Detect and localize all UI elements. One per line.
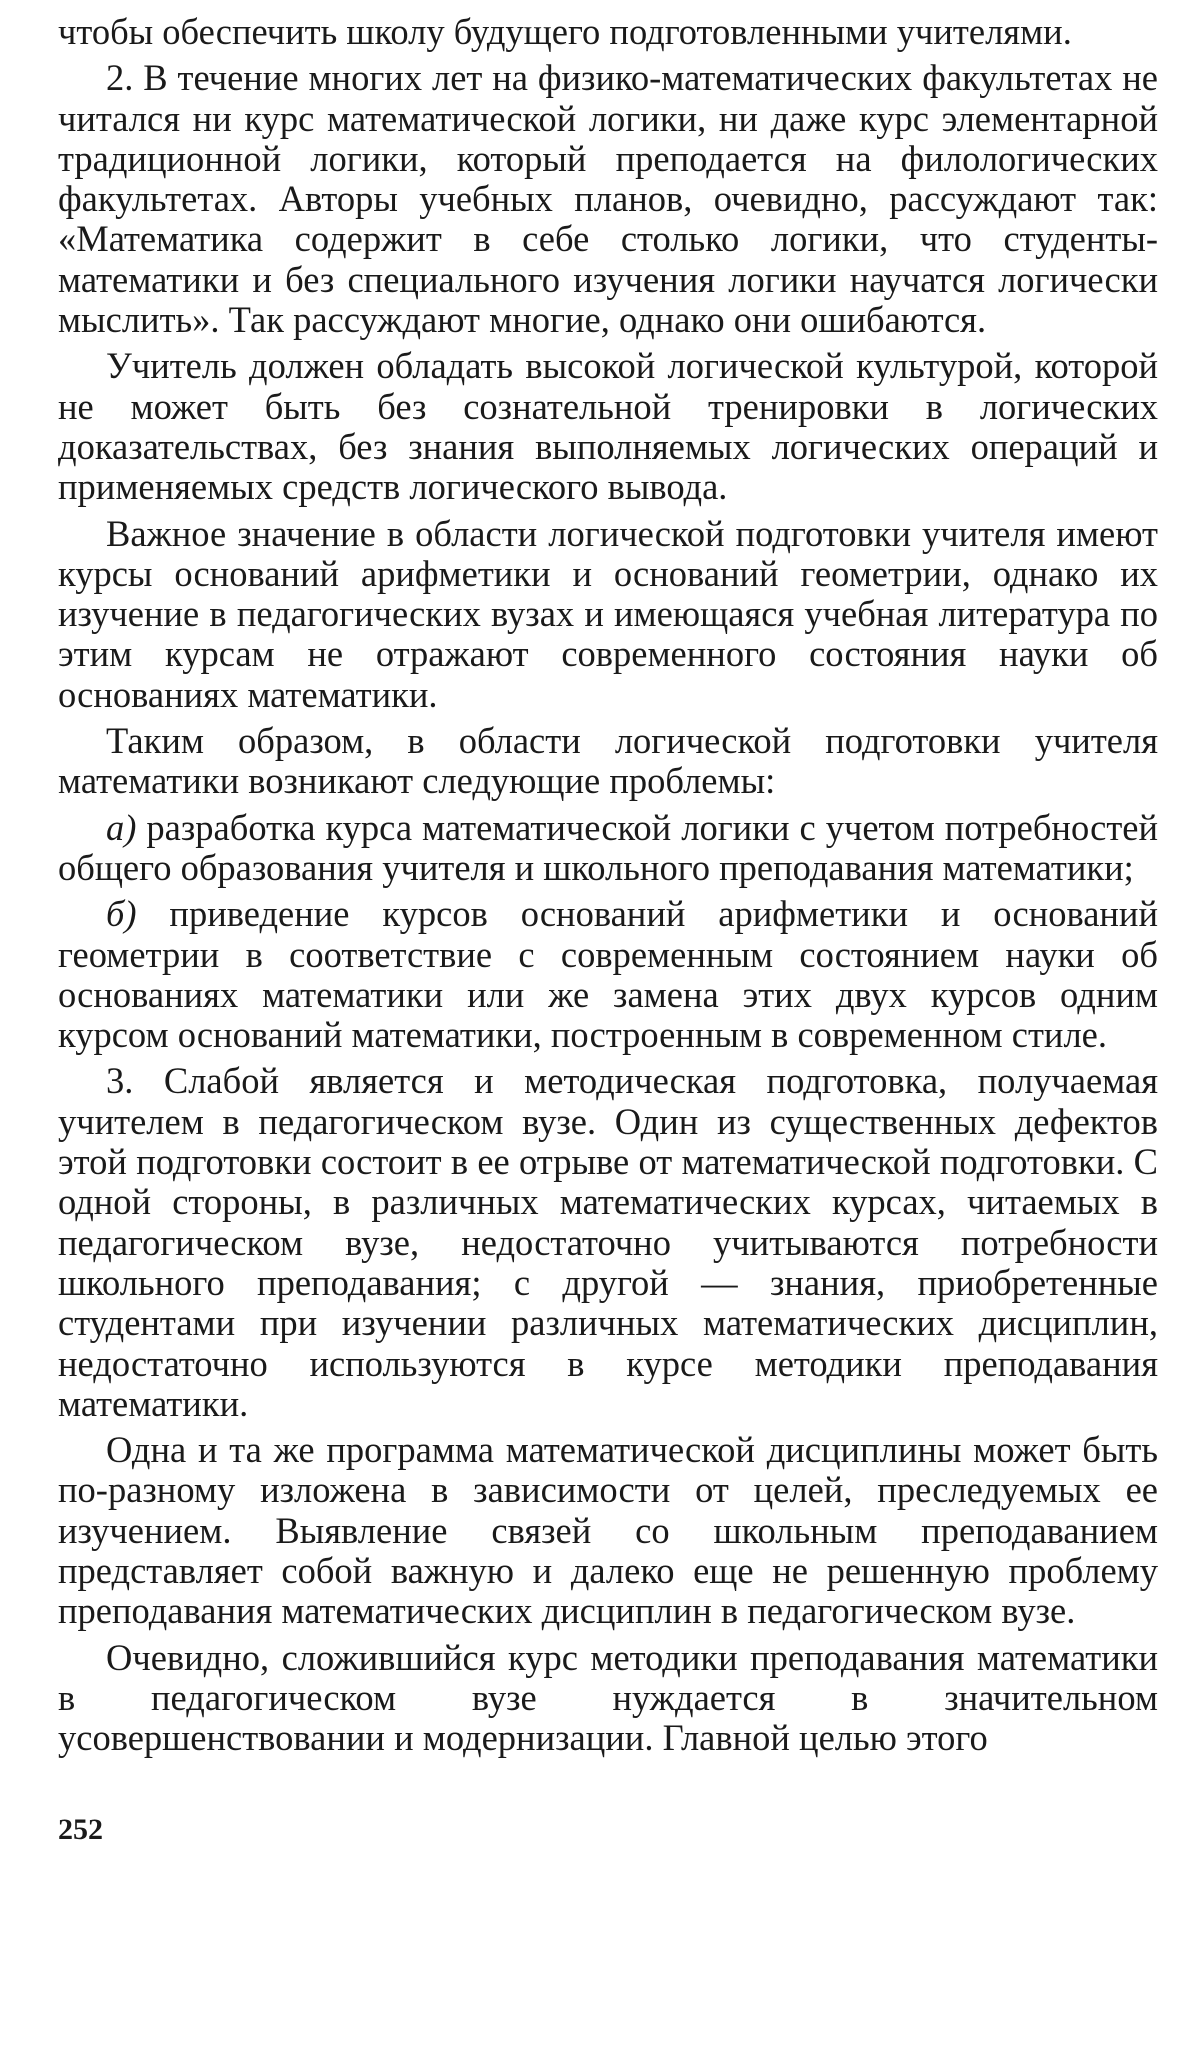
list-item-b	[58, 894, 1158, 1055]
list-marker: а)	[106, 806, 137, 848]
list-item-a	[58, 808, 1158, 889]
paragraph-1	[58, 12, 1158, 52]
paragraph-4	[58, 514, 1158, 715]
paragraph-9	[58, 1430, 1158, 1631]
paragraph-text: Важное значение в области логической подготовки учителя имеют курсы оснований арифметики и оснований геометрии, однако их изучение в педагогических вузах и имеющаяся учебная литература по этим курсам не отражают современного состояния науки об основаниях математики.	[58, 512, 1158, 715]
list-marker: б)	[106, 893, 137, 935]
paragraph-2	[58, 58, 1158, 340]
paragraph-10	[58, 1638, 1158, 1759]
paragraph-text: 3. Слабой является и методическая подготовка, получаемая учителем в педагогическом вузе. Один из существенных дефектов этой подготовки состоит в ее отрыве от математической подготовки. С одной стороны, в различных математических курсах, читаемых в педагогическом вузе, недостаточно учитываются потребности школьного преподавания; с другой — знания, приобретенные студентами при изучении различных математических дисциплин, недостаточно используются в курсе методики преподавания математики.	[58, 1060, 1158, 1424]
page-number: 252	[58, 1813, 103, 1846]
paragraph-text: чтобы обеспечить школу будущего подготовленными учителями.	[58, 11, 1072, 52]
paragraph-text: Учитель должен обладать высокой логической культурой, которой не может быть без сознательной тренировки в логических доказательствах, без знания выполняемых логических операций и применяемых средств логического вывода.	[58, 345, 1158, 508]
paragraph-5	[58, 721, 1158, 802]
paragraph-3	[58, 346, 1158, 507]
page-body	[58, 12, 1158, 1764]
paragraph-text: 2. В течение многих лет на физико-математических факультетах не читался ни курс математической логики, ни даже курс элементарной традиционной логики, который преподается на филологических факультетах. Авторы учебных планов, очевидно, рассуждают так: «Математика содержит в себе столько логики, что студенты-математики и без специального изучения логики научатся логически мыслить». Так рассуждают многие, однако они ошибаются.	[58, 57, 1158, 341]
paragraph-8	[58, 1061, 1158, 1424]
paragraph-text: Одна и та же программа математической дисциплины может быть по-разному изложена в зависимости от целей, преследуемых ее изучением. Выявление связей со школьным преподаванием представляет собой важную и далеко еще не решенную проблему преподавания математических дисциплин в педагогическом вузе.	[58, 1429, 1158, 1632]
paragraph-text: Таким образом, в области логической подготовки учителя математики возникают следующие проблемы:	[58, 720, 1158, 802]
paragraph-text: Очевидно, сложившийся курс методики преподавания математики в педагогическом вузе нуждается в значительном усовершенствовании и модернизации. Главной целью этого	[58, 1636, 1158, 1759]
list-item-text: разработка курса математической логики с учетом потребностей общего образования учителя и школьного преподавания математики;	[58, 806, 1158, 888]
list-item-text: приведение курсов оснований арифметики и оснований геометрии в соответствие с современным состоянием науки об основаниях математики или же замена этих двух курсов одним курсом оснований математики, построенным в современном стиле.	[58, 893, 1158, 1056]
